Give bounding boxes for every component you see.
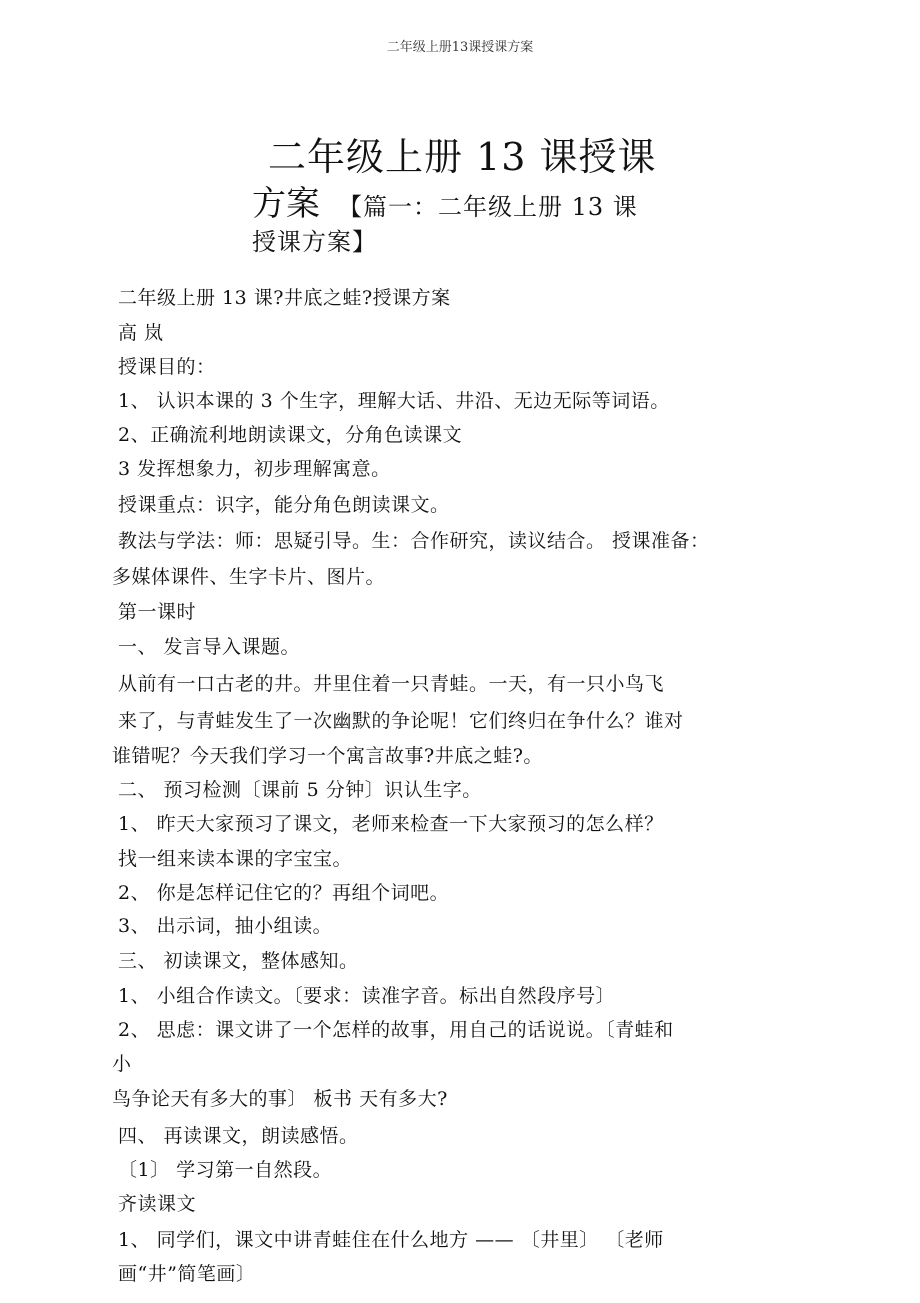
body-line: 3、 出示词，抽小组读。 [118,915,333,937]
body-line: 2、 思虑：课文讲了一个怎样的故事，用自己的话说说。〔青蛙和 [118,1019,674,1041]
body-line: 画“井”简笔画〕 [118,1263,256,1285]
title-line-2 [252,176,638,225]
body-line: 鸟争论天有多大的事〕 板书 天有多大? [112,1088,448,1110]
body-line: 二年级上册 13 课?井底之蛙?授课方案 [118,287,451,309]
body-line: 授课目的： [118,356,216,378]
body-line: 齐读课文 [118,1193,197,1215]
title-line-2-main: 方案 [252,184,320,224]
body-line: 多媒体课件、生字卡片、图片。 [112,566,386,588]
body-line: 一、 发言导入课题。 [118,636,301,658]
body-line: 来了，与青蛙发生了一次幽默的争论呢！它们终归在争什么？谁对 [118,710,684,732]
title-line-1: 二年级上册 13 课授课 [268,135,657,179]
body-line: 1、 同学们，课文中讲青蛙住在什么地方 —— 〔井里〕 〔老师 [118,1229,664,1251]
body-line: 2、 你是怎样记住它的？再组个词吧。 [118,882,450,904]
body-line: 找一组来读本课的字宝宝。 [118,848,353,870]
title-line-3: 授课方案】 [252,228,377,256]
body-line: 第一课时 [118,601,197,623]
body-line: 3 发挥想象力，初步理解寓意。 [118,458,391,480]
body-line: 授课重点：识字，能分角色朗读课文。 [118,494,450,516]
body-line: 从前有一口古老的井。井里住着一只青蛙。一天，有一只小鸟飞 [118,673,665,695]
body-line: 2、正确流利地朗读课文，分角色读课文 [118,424,463,446]
body-line: 二、 预习检测〔课前 5 分钟〕识认生字。 [118,779,482,801]
body-line: 小 [112,1053,132,1075]
body-line: 〔1〕 学习第一自然段。 [118,1159,333,1181]
body-line: 1、 认识本课的 3 个生字，理解大话、井沿、无边无际等词语。 [118,390,670,412]
body-line: 1、 小组合作读文。〔要求：读准字音。标出自然段序号〕 [118,985,616,1007]
body-line: 1、 昨天大家预习了课文，老师来检查一下大家预习的怎么样？ [118,813,664,835]
page-header: 二年级上册13课授课方案 [386,40,534,55]
body-line: 三、 初读课文，整体感知。 [118,950,359,972]
body-line: 谁错呢？今天我们学习一个寓言故事?井底之蛙?。 [112,745,543,767]
title-line-2-sub: 【篇一：二年级上册 13 课 [338,193,638,221]
body-line: 四、 再读课文，朗读感悟。 [118,1125,359,1147]
body-line: 教法与学法：师：思疑引导。生：合作研究，读议结合。 授课准备： [118,530,710,552]
body-line: 高 岚 [118,322,164,344]
